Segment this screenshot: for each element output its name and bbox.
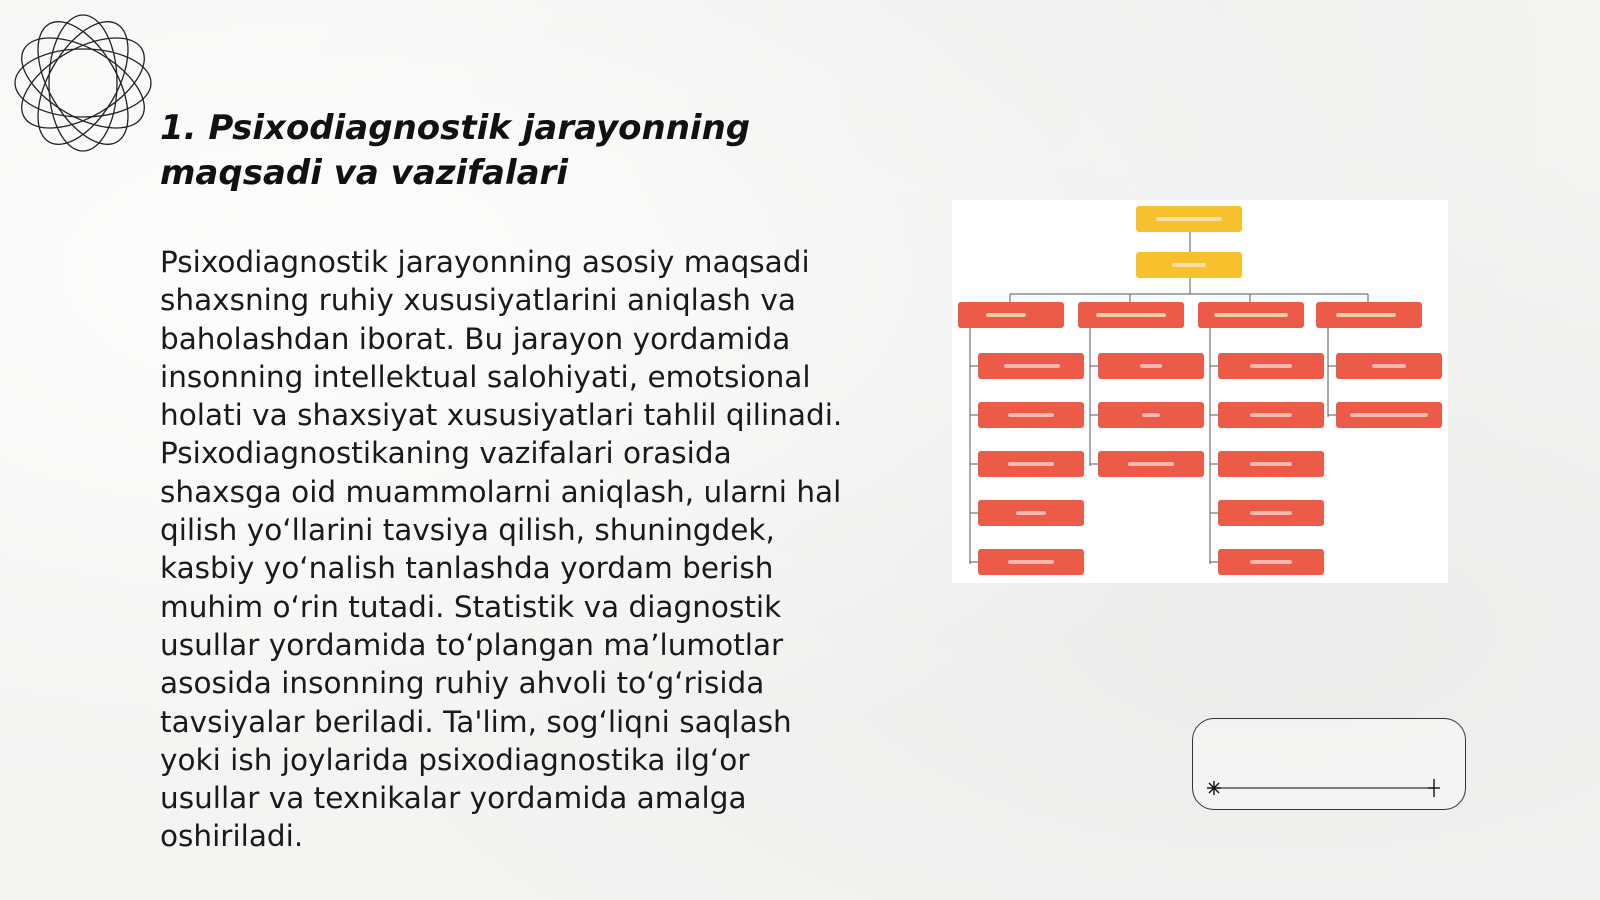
slide-body-text: Psixodiagnostik jarayonning asosiy maqsadi shaxsning ruhiy xususiyatlarini aniqlash va baholashdan iborat. Bu jarayon yordamida insonning intellektual salohiyati, emotsional holati va shaxsiyat xususiyatlari tahlil qilinadi. Psixodiagnostikaning vazifalari orasida shaxsga oid muammolarni aniqlash, ularni hal qilish yo‘llarini tavsiya qilish, shuningdek, kasbiy yo‘nalish tanlashda yordam berish muhim o‘rin tutadi. Statistik va diagnostik usullar yordamida to‘plangan ma’lumotlar asosida insonning ruhiy ahvoli to‘g‘risida tavsiyalar beriladi. Ta'lim, sog‘liqni saqlash yoki ish joylarida psixodiagnostika ilg‘or usullar va texnikalar yordamida amalga oshiriladi. bbox=[160, 245, 843, 854]
interlocking-rings-icon bbox=[8, 8, 158, 158]
title-line-2: maqsadi va vazifalari bbox=[160, 153, 568, 193]
slide-title bbox=[160, 106, 800, 196]
sparkle-icon bbox=[1207, 781, 1221, 795]
org-chart-image bbox=[952, 200, 1448, 583]
plus-star-icon bbox=[1428, 779, 1440, 797]
decorative-line bbox=[1202, 778, 1446, 798]
title-line-1: 1. Psixodiagnostik jarayonning bbox=[160, 108, 751, 148]
